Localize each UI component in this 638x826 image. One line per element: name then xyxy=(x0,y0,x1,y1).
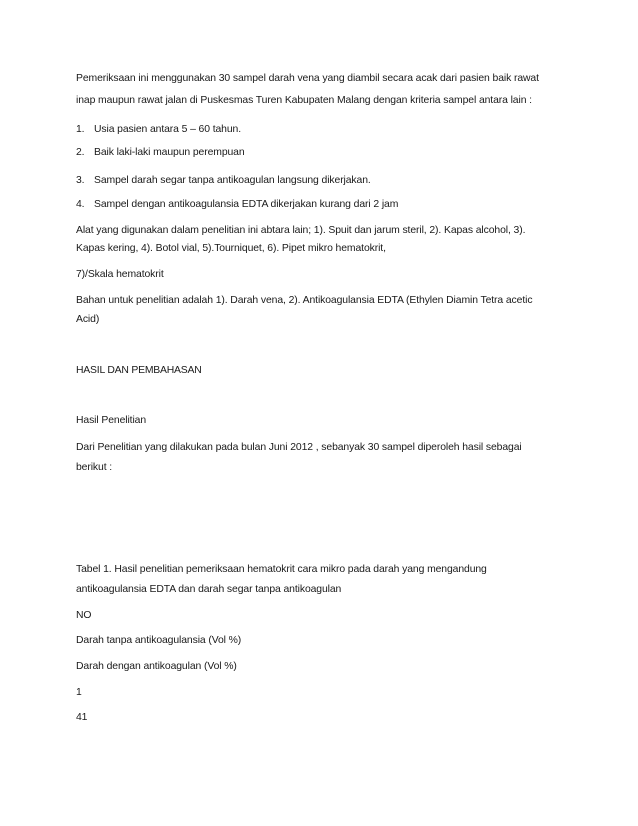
criteria-item-1 xyxy=(76,123,241,136)
tools-line-3: 7)/Skala hematokrit xyxy=(76,269,164,280)
section-heading: HASIL DAN PEMBAHASAN xyxy=(76,365,202,376)
subheading: Hasil Penelitian xyxy=(76,415,147,426)
tools-line-1: Alat yang digunakan dalam penelitian ini abtara lain; 1). Spuit dan jarum steril, 2). Kapas alcohol, 3). xyxy=(76,225,526,236)
criteria-number: 1. xyxy=(76,124,85,135)
criteria-item-4 xyxy=(76,198,398,211)
criteria-number: 2. xyxy=(76,147,85,158)
results-line-1: Dari Penelitian yang dilakukan pada bulan Juni 2012 , sebanyak 30 sampel diperoleh hasil sebagai xyxy=(76,442,522,453)
criteria-number: 3. xyxy=(76,175,85,186)
criteria-text: Baik laki-laki maupun perempuan xyxy=(94,147,245,158)
table-header-without-anticoagulant: Darah tanpa antikoagulansia (Vol %) xyxy=(76,635,242,646)
table-header-with-anticoagulant: Darah dengan antikoagulan (Vol %) xyxy=(76,661,237,672)
materials-line-2: Acid) xyxy=(76,314,100,325)
table-caption-line-2: antikoagulansia EDTA dan darah segar tanpa antikoagulan xyxy=(76,584,342,595)
table-caption-line-1: Tabel 1. Hasil penelitian pemeriksaan hematokrit cara mikro pada darah yang mengandung xyxy=(76,564,487,575)
criteria-number: 4. xyxy=(76,199,85,210)
table-header-no: NO xyxy=(76,610,92,621)
intro-line-1: Pemeriksaan ini menggunakan 30 sampel darah vena yang diambil secara acak dari pasien baik rawat xyxy=(76,73,539,84)
table-row-1-no: 1 xyxy=(76,687,82,698)
table-row-1-value: 41 xyxy=(76,712,88,723)
tools-line-2: Kapas kering, 4). Botol vial, 5).Tourniquet, 6). Pipet mikro hematokrit, xyxy=(76,243,386,254)
criteria-text: Sampel darah segar tanpa antikoagulan langsung dikerjakan. xyxy=(94,175,371,186)
intro-line-2: inap maupun rawat jalan di Puskesmas Turen Kabupaten Malang dengan kriteria sampel antara lain : xyxy=(76,95,532,106)
criteria-item-3 xyxy=(76,174,371,187)
materials-line-1: Bahan untuk penelitian adalah 1). Darah vena, 2). Antikoagulansia EDTA (Ethylen Diamin Tetra acetic xyxy=(76,295,533,306)
criteria-item-2 xyxy=(76,146,245,159)
criteria-text: Sampel dengan antikoagulansia EDTA dikerjakan kurang dari 2 jam xyxy=(94,199,399,210)
criteria-text: Usia pasien antara 5 – 60 tahun. xyxy=(94,124,241,135)
results-line-2: berikut : xyxy=(76,462,113,473)
